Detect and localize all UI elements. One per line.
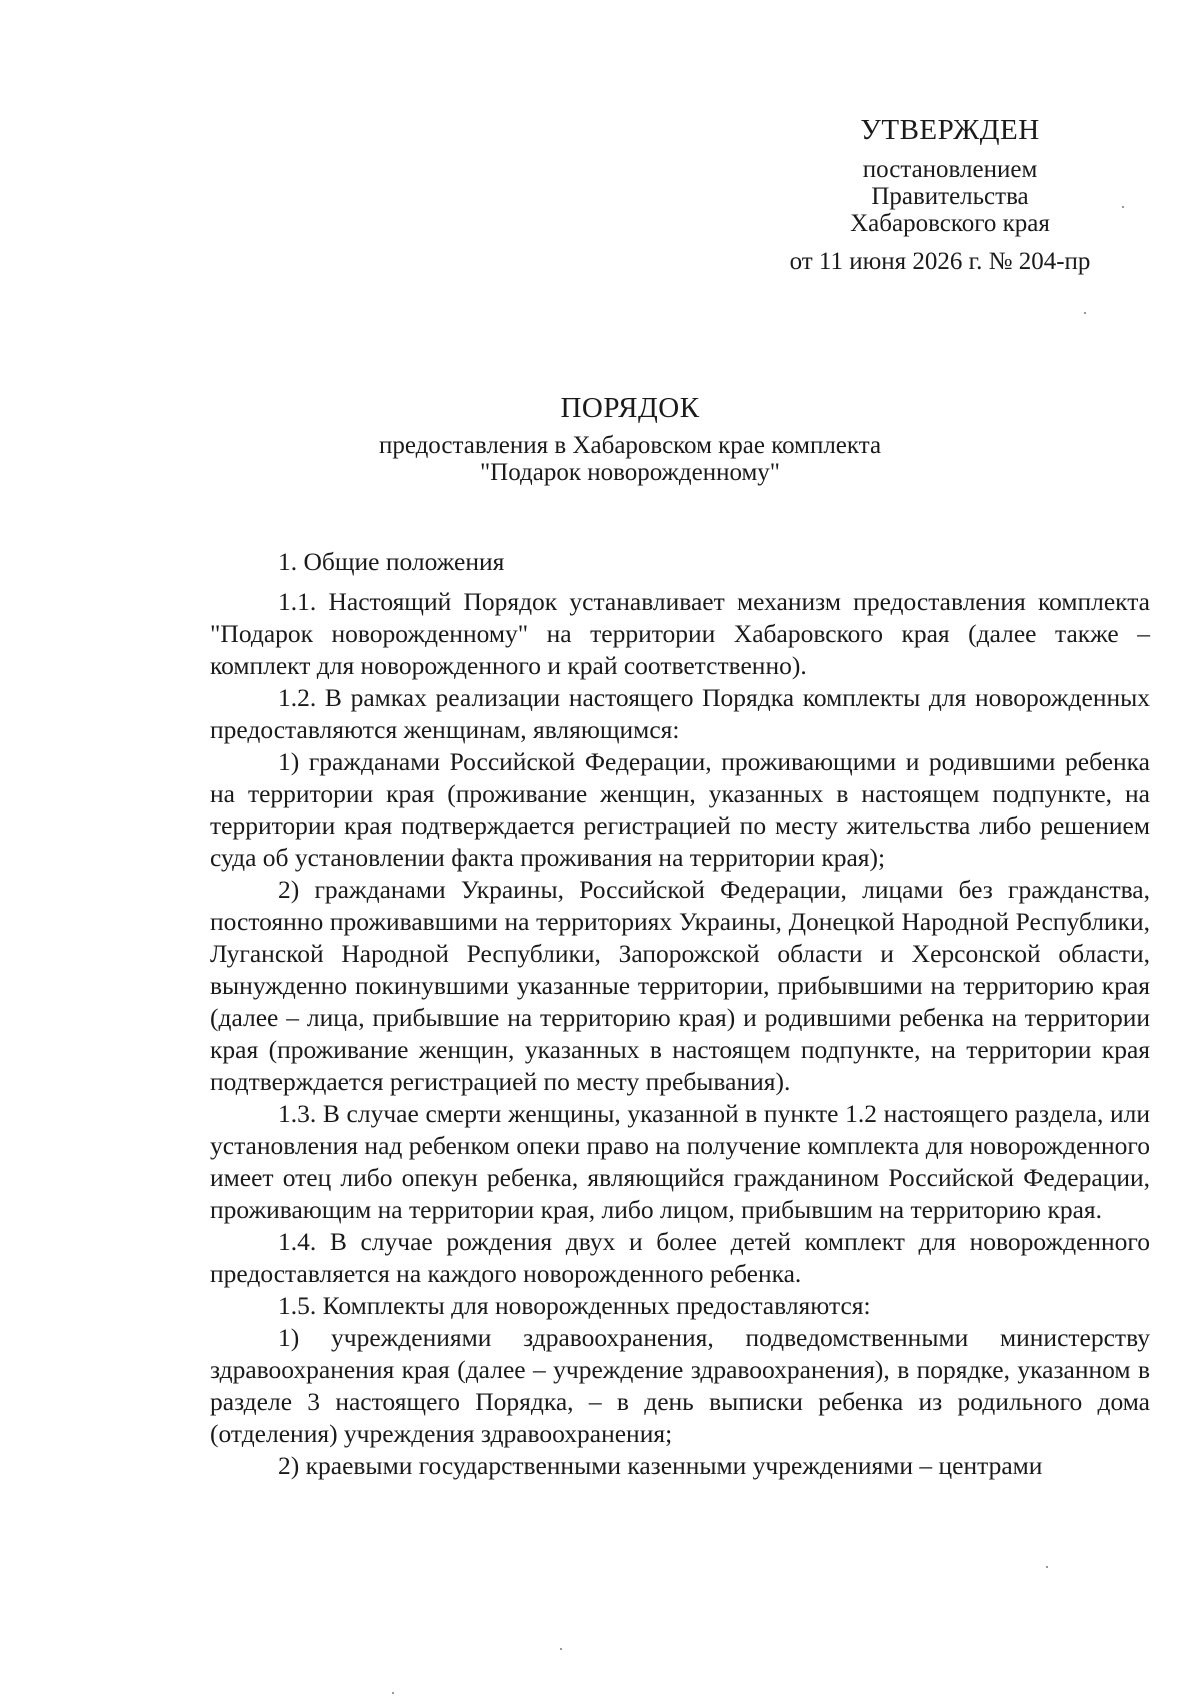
paragraph: 1) гражданами Российской Федерации, проживающими и родившими ребенка на территории края (проживание женщин, указанных в настоящем подпункте, на территории края подтверждается регистрацией по месту жительства либо решением суда об установлении факта проживания на территории края);: [210, 747, 1150, 872]
scan-speck: [1046, 1566, 1048, 1568]
subtitle-line: "Подарок новорожденному": [479, 459, 781, 486]
paragraph: 1.4. В случае рождения двух и более детей комплект для новорожденного предоставляется на каждого новорожденного ребенка.: [210, 1227, 1150, 1288]
approval-line: Правительства: [871, 183, 1029, 210]
scan-speck: [1084, 312, 1086, 314]
paragraph: 2) гражданами Украины, Российской Федерации, лицами без гражданства, постоянно проживавшими на территориях Украины, Донецкой Народной Республики, Луганской Народной Республики, Запорожской области и Херсонской области, вынужденно покинувшими указанные территории, прибывшими на территорию края (далее – лица, прибывшие на территорию края) и родившими ребенка на территории края (проживание женщин, указанных в настоящем подпункте, на территории края подтверждается регистрацией по месту пребывания).: [210, 875, 1150, 1096]
document-body: [210, 546, 1150, 1482]
paragraph: 2) краевыми государственными казенными учреждениями – центрами: [278, 1451, 1043, 1480]
approval-stamp: [740, 112, 1160, 277]
approval-date: от 11 июня 2026 г. № 204-пр: [789, 248, 1091, 275]
scan-speck: [392, 1692, 394, 1694]
document-title: ПОРЯДОК: [560, 392, 700, 424]
approval-line: Хабаровского края: [850, 210, 1050, 237]
section-heading: 1. Общие положения: [278, 547, 505, 576]
scan-speck: [560, 1648, 562, 1650]
paragraph: 1) учреждениями здравоохранения, подведомственными министерству здравоохранения края (далее – учреждение здравоохранения), в порядке, указанном в разделе 3 настоящего Порядка, – в день выписки ребенка из родильного дома (отделения) учреждения здравоохранения;: [210, 1323, 1150, 1448]
paragraph: 1.3. В случае смерти женщины, указанной в пункте 1.2 настоящего раздела, или установления над ребенком опеки право на получение комплекта для новорожденного имеет отец либо опекун ребенка, являющийся гражданином Российской Федерации, проживающим на территории края, либо лицом, прибывшим на территорию края.: [210, 1099, 1150, 1224]
paragraph: 1.2. В рамках реализации настоящего Порядка комплекты для новорожденных предоставляются женщинам, являющимся:: [210, 683, 1150, 744]
subtitle-line: предоставления в Хабаровском крае комплекта: [378, 432, 882, 459]
approval-line: постановлением: [862, 156, 1038, 183]
document-subtitle: [0, 432, 1200, 486]
scan-speck: [1122, 206, 1124, 208]
paragraph: 1.1. Настоящий Порядок устанавливает механизм предоставления комплекта "Подарок новорожденному" на территории Хабаровского края (далее также – комплект для новорожденного и край соответственно).: [210, 587, 1150, 680]
approval-heading: УТВЕРЖДЕН: [860, 114, 1040, 146]
paragraph: 1.5. Комплекты для новорожденных предоставляются:: [278, 1291, 871, 1320]
